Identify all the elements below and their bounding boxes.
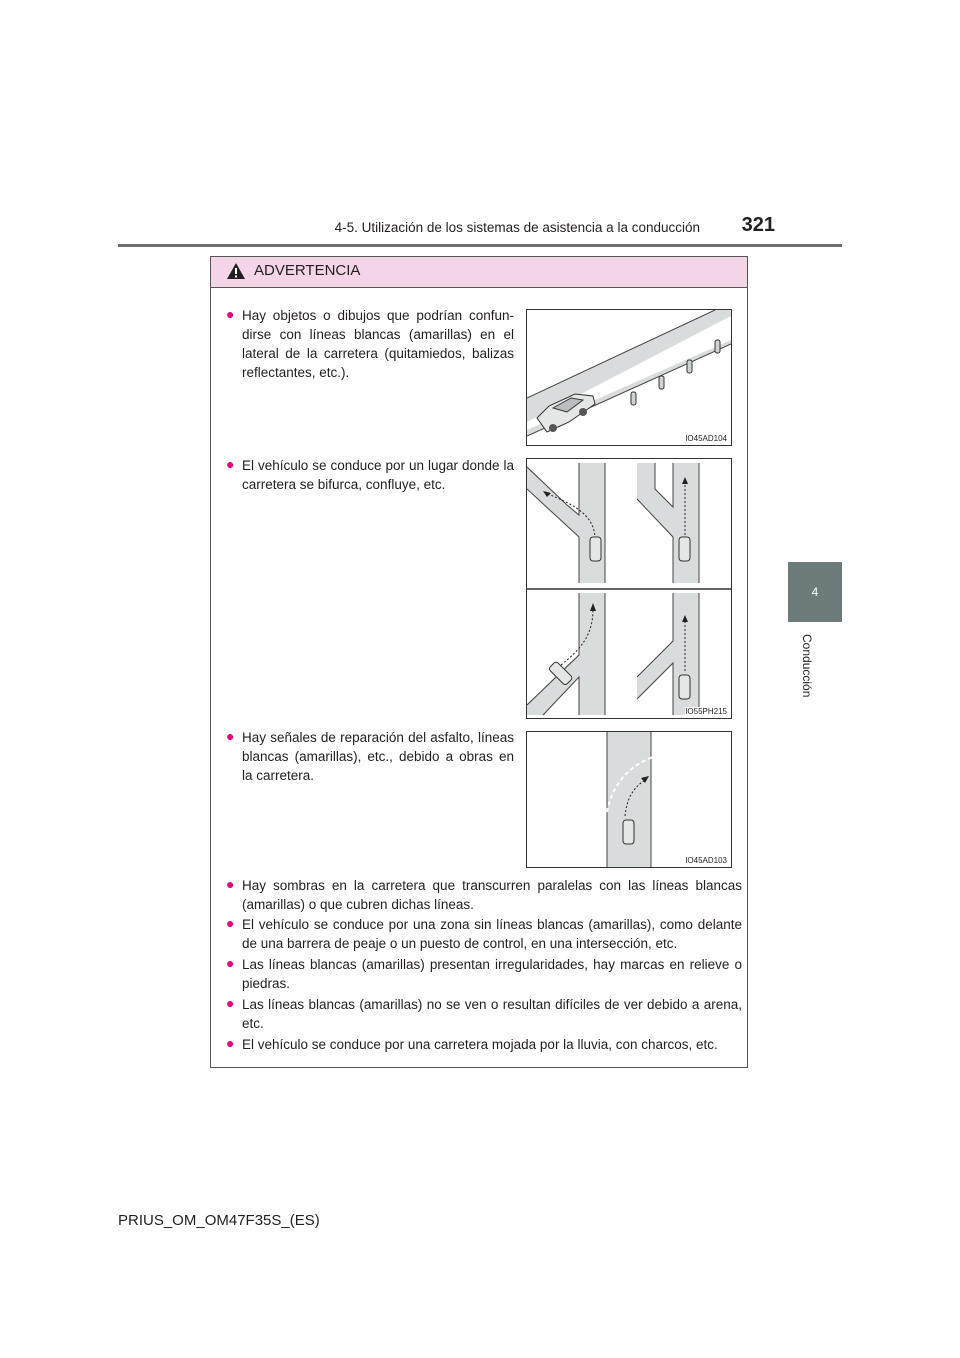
warning-title: ADVERTENCIA: [254, 262, 361, 279]
figure-road-repair: [526, 731, 732, 868]
bullet-icon: ●: [226, 915, 235, 931]
merge-right-panel: [637, 593, 699, 715]
road-repair-illustration: [527, 732, 731, 867]
chapter-tab[interactable]: [788, 562, 842, 622]
bullet-icon: ●: [226, 995, 235, 1011]
document-code: PRIUS_OM_OM47F35S_(ES): [118, 1212, 320, 1229]
warning-item-6: Las líneas blancas (amarillas) presentan irregularidades, hay marcas en relieve o piedras.: [242, 957, 742, 991]
fork-left-panel: [527, 463, 605, 583]
header-divider: [118, 244, 842, 247]
figure-code: IO55PH215: [685, 707, 727, 716]
warning-item-8: El vehículo se conduce por una carretera mojada por la lluvia, con charcos, etc.: [242, 1037, 718, 1052]
bullet-icon: ●: [226, 306, 235, 322]
bullet-icon: ●: [226, 955, 235, 971]
figure-code: IO45AD103: [685, 856, 727, 865]
roadside-objects-illustration: [527, 310, 731, 445]
warning-item-7: Las líneas blancas (amarillas) no se ven o resultan difíciles de ver debido a arena, etc.: [242, 997, 742, 1031]
section-title: 4-5. Utilización de los sistemas de asistencia a la conducción: [334, 220, 700, 235]
bullet-icon: ●: [226, 456, 235, 472]
figure-roadside-objects: [526, 309, 732, 446]
warning-item-2: El vehículo se conduce por un lugar donde la carretera se bifurca, confluye, etc.: [242, 458, 514, 492]
figure-code: IO45AD104: [685, 434, 727, 443]
bullet-icon: ●: [226, 876, 235, 892]
warning-item-1: Hay objetos o dibujos que podrían confun-dirse con líneas blancas (amarillas) en el lateral de la carretera (quitamiedos, balizas reflectantes, etc.).: [242, 308, 514, 380]
bullet-icon: ●: [226, 1035, 235, 1051]
warning-triangle-icon: [226, 262, 246, 280]
chapter-number: 4: [811, 585, 819, 599]
fork-right-panel: [637, 463, 699, 583]
figure-fork-merge: [526, 458, 732, 719]
warning-item-3: Hay señales de reparación del asfalto, líneas blancas (amarillas), etc., debido a obras en la carretera.: [242, 730, 514, 783]
bullet-icon: ●: [226, 728, 235, 744]
fork-merge-illustration: [527, 459, 731, 718]
warning-item-5: El vehículo se conduce por una zona sin líneas blancas (amarillas), como delante de una barrera de peaje o un puesto de control, en una intersección, etc.: [242, 917, 742, 951]
chapter-label: Conducción: [800, 634, 814, 698]
page-number: 321: [741, 214, 775, 236]
warning-item-4: Hay sombras en la carretera que transcurren paralelas con las líneas blancas (amarillas) o que cubren dichas líneas.: [242, 878, 742, 912]
merge-left-panel: [527, 593, 605, 715]
